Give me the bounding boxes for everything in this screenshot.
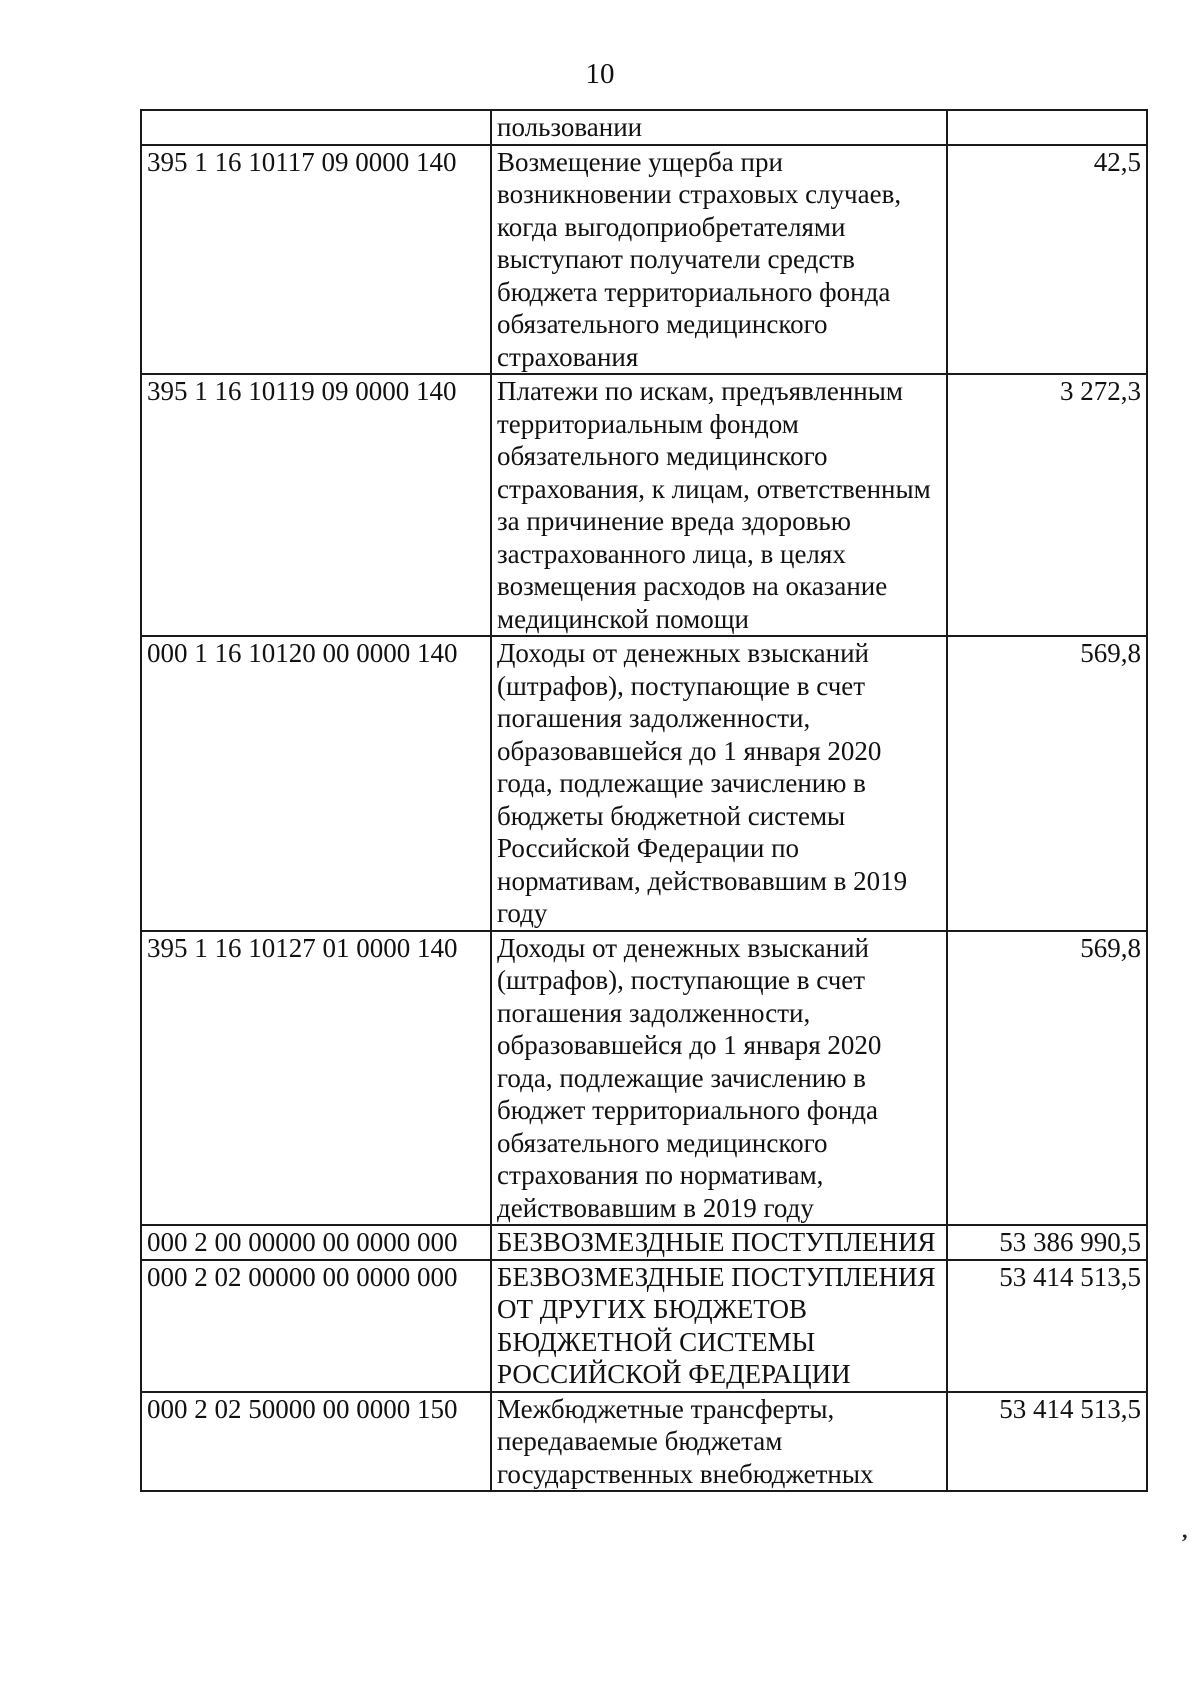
row-code: 395 1 16 10127 01 0000 140 [141, 931, 491, 1226]
row-name: БЕЗВОЗМЕЗДНЫЕ ПОСТУПЛЕНИЯ [491, 1225, 947, 1260]
row-value: 53 386 990,5 [947, 1225, 1147, 1260]
table-row [141, 636, 1147, 931]
table-row [141, 1225, 1147, 1260]
row-value [947, 110, 1147, 145]
row-code: 000 2 02 00000 00 0000 000 [141, 1260, 491, 1392]
row-code: 395 1 16 10119 09 0000 140 [141, 374, 491, 636]
row-value: 53 414 513,5 [947, 1260, 1147, 1392]
row-name: Возмещение ущерба при возникновении страховых случаев, когда выгодоприобретателями выступают получатели средств бюджета территориального фонда обязательного медицинского страхования [491, 145, 947, 375]
row-value: 53 414 513,5 [947, 1392, 1147, 1492]
table-row [141, 1392, 1147, 1492]
row-name: пользовании [491, 110, 947, 145]
row-value: 42,5 [947, 145, 1147, 375]
row-code [141, 110, 491, 145]
row-value: 569,8 [947, 636, 1147, 931]
row-name: БЕЗВОЗМЕЗДНЫЕ ПОСТУПЛЕНИЯ ОТ ДРУГИХ БЮДЖЕТОВ БЮДЖЕТНОЙ СИСТЕМЫ РОССИЙСКОЙ ФЕДЕРАЦИИ [491, 1260, 947, 1392]
table-row [141, 374, 1147, 636]
row-name: Платежи по искам, предъявленным территориальным фондом обязательного медицинского страхования, к лицам, ответственным за причинение вреда здоровью застрахованного лица, в целях возмещения расходов на оказание медицинской помощи [491, 374, 947, 636]
scan-speck: , [1182, 1518, 1188, 1543]
row-code: 000 2 00 00000 00 0000 000 [141, 1225, 491, 1260]
row-code: 395 1 16 10117 09 0000 140 [141, 145, 491, 375]
table-row [141, 931, 1147, 1226]
table-row [141, 1260, 1147, 1392]
row-value: 569,8 [947, 931, 1147, 1226]
row-name: Доходы от денежных взысканий (штрафов), поступающие в счет погашения задолженности, образовавшейся до 1 января 2020 года, подлежащие зачислению в бюджеты бюджетной системы Российской Федерации по нормативам, действовавшим в 2019 году [491, 636, 947, 931]
row-code: 000 1 16 10120 00 0000 140 [141, 636, 491, 931]
row-code: 000 2 02 50000 00 0000 150 [141, 1392, 491, 1492]
row-value: 3 272,3 [947, 374, 1147, 636]
revenue-table [140, 109, 1148, 1492]
row-name: Межбюджетные трансферты, передаваемые бюджетам государственных внебюджетных [491, 1392, 947, 1492]
table-row [141, 110, 1147, 145]
table-row [141, 145, 1147, 375]
page-number: 10 [585, 58, 615, 90]
row-name: Доходы от денежных взысканий (штрафов), поступающие в счет погашения задолженности, образовавшейся до 1 января 2020 года, подлежащие зачислению в бюджет территориального фонда обязательного медицинского страхования по нормативам, действовавшим в 2019 году [491, 931, 947, 1226]
